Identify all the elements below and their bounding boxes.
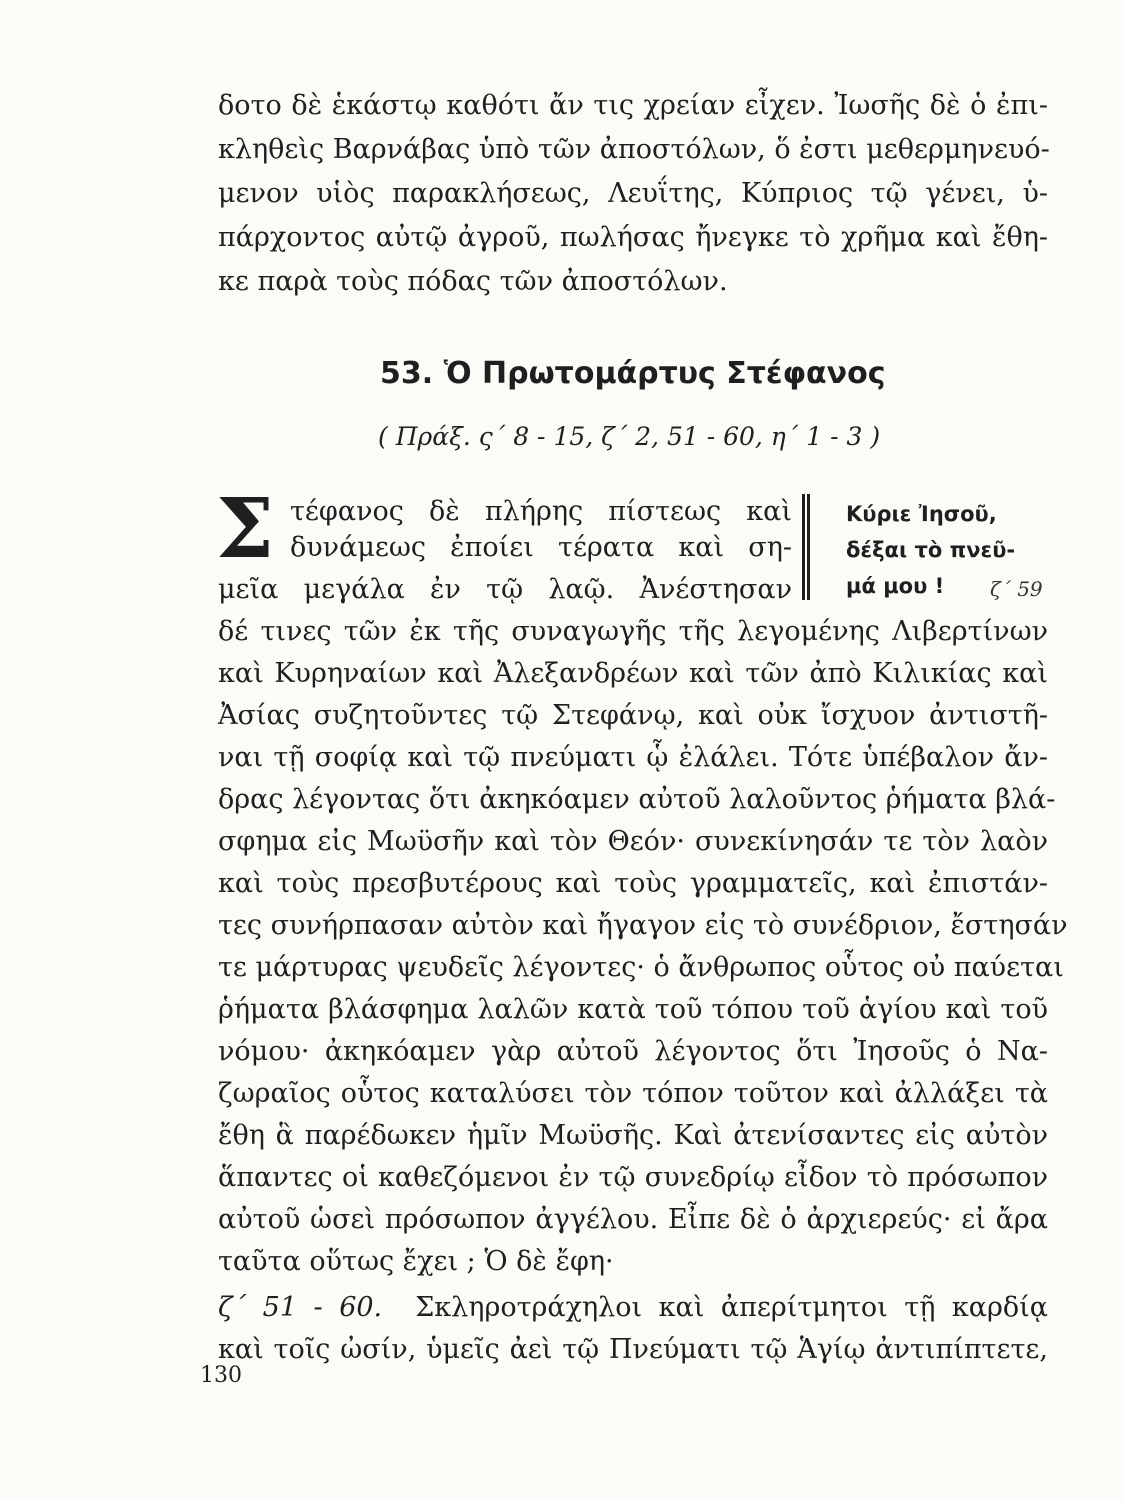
text-line: δρας λέγοντας ὅτι ἀκηκόαμεν αὐτοῦ λαλοῦντος ῥήματα βλά- (218, 784, 1056, 815)
sidebar-verse-reference: ζ΄ 59 (990, 577, 1043, 601)
text-line: μενον υἱὸς παρακλήσεως, Λευΐτης, Κύπριος τῷ γένει, ὑ- (218, 178, 1048, 209)
text-line: κε παρὰ τοὺς πόδας τῶν ἀποστόλων. (218, 266, 728, 297)
text-line: πάρχοντος αὐτῷ ἀγροῦ, πωλήσας ἤνεγκε τὸ χρῆμα καὶ ἔθη- (218, 222, 1048, 253)
text-line: μεῖα μεγάλα ἐν τῷ λαῷ. Ἀνέστησαν (218, 574, 792, 605)
text-line: σφημα εἰς Μωϋσῆν καὶ τὸν Θεόν· συνεκίνησάν τε τὸν λαὸν (218, 826, 1048, 857)
text-line: τε μάρτυρας ψευδεῖς λέγοντες· ὁ ἄνθρωπος οὗτος οὐ παύεται (218, 952, 1064, 983)
text-line: τέφανος δὲ πλήρης πίστεως καὶ (290, 496, 792, 527)
text-line: ῥήματα βλάσφημα λαλῶν κατὰ τοῦ τόπου τοῦ ἁγίου καὶ τοῦ (218, 994, 1048, 1025)
text-span: Σκληροτράχηλοι καὶ ἀπερίτμητοι τῇ καρδίᾳ (415, 1292, 1048, 1323)
text-line: ἔθη ἃ παρέδωκεν ἡμῖν Μωϋσῆς. Καὶ ἀτενίσαντες εἰς αὐτὸν (218, 1120, 1048, 1151)
sidebar-quote-line: μά μου ! (846, 574, 945, 598)
sidebar-double-rule (802, 494, 810, 600)
text-line: καὶ τοῖς ὠσίν, ὑμεῖς ἀεὶ τῷ Πνεύματι τῷ Ἁγίῳ ἀντιπίπτετε, (218, 1334, 1048, 1365)
text-line (218, 1290, 1048, 1326)
text-line: ἅπαντες οἱ καθεζόμενοι ἐν τῷ συνεδρίῳ εἶδον τὸ πρόσωπον (218, 1162, 1048, 1193)
scripture-reference: ( Πράξ. ς΄ 8 - 15, ζ΄ 2, 51 - 60, η΄ 1 - 3 ) (378, 422, 881, 451)
sidebar-quote-line: δέξαι τὸ πνεῦ- (846, 538, 1016, 562)
verse-reference: ζ΄ 51 - 60. (218, 1292, 383, 1323)
text-line: Ἀσίας συζητοῦντες τῷ Στεφάνῳ, καὶ οὐκ ἴσχυον ἀντιστῆ- (218, 700, 1048, 731)
text-line: δοτο δὲ ἑκάστῳ καθότι ἄν τις χρείαν εἶχεν. Ἰωσῆς δὲ ὁ ἐπι- (218, 90, 1048, 121)
section-heading: 53. Ὁ Πρωτομάρτυς Στέφανος (380, 356, 886, 391)
text-line: ζωραῖος οὗτος καταλύσει τὸν τόπον τοῦτον καὶ ἀλλάξει τὰ (218, 1078, 1048, 1109)
text-line: ταῦτα οὕτως ἔχει ; Ὁ δὲ ἔφη· (218, 1246, 614, 1277)
text-line: νόμου· ἀκηκόαμεν γὰρ αὐτοῦ λέγοντος ὅτι Ἰησοῦς ὁ Να- (218, 1036, 1048, 1067)
page-number: 130 (200, 1363, 242, 1388)
text-line: αὐτοῦ ὡσεὶ πρόσωπον ἀγγέλου. Εἶπε δὲ ὁ ἀρχιερεύς· εἰ ἄρα (218, 1204, 1048, 1235)
text-line: δυνάμεως ἐποίει τέρατα καὶ ση- (290, 532, 792, 563)
drop-cap: Σ (216, 481, 274, 577)
text-line: κληθεὶς Βαρνάβας ὑπὸ τῶν ἀποστόλων, ὅ ἐστι μεθερμηνευό- (218, 134, 1050, 165)
text-line: καὶ Κυρηναίων καὶ Ἀλεξανδρέων καὶ τῶν ἀπὸ Κιλικίας καὶ (218, 658, 1048, 689)
text-line: δέ τινες τῶν ἐκ τῆς συναγωγῆς τῆς λεγομένης Λιβερτίνων (218, 616, 1048, 647)
text-line: καὶ τοὺς πρεσβυτέρους καὶ τοὺς γραμματεῖς, καὶ ἐπιστάν- (218, 868, 1048, 899)
text-line: ναι τῇ σοφίᾳ καὶ τῷ πνεύματι ᾧ ἐλάλει. Τότε ὑπέβαλον ἄν- (218, 742, 1048, 773)
text-line: τες συνήρπασαν αὐτὸν καὶ ἤγαγον εἰς τὸ συνέδριον, ἔστησάν (218, 910, 1068, 941)
sidebar-quote-line: Κύριε Ἰησοῦ, (846, 502, 997, 526)
